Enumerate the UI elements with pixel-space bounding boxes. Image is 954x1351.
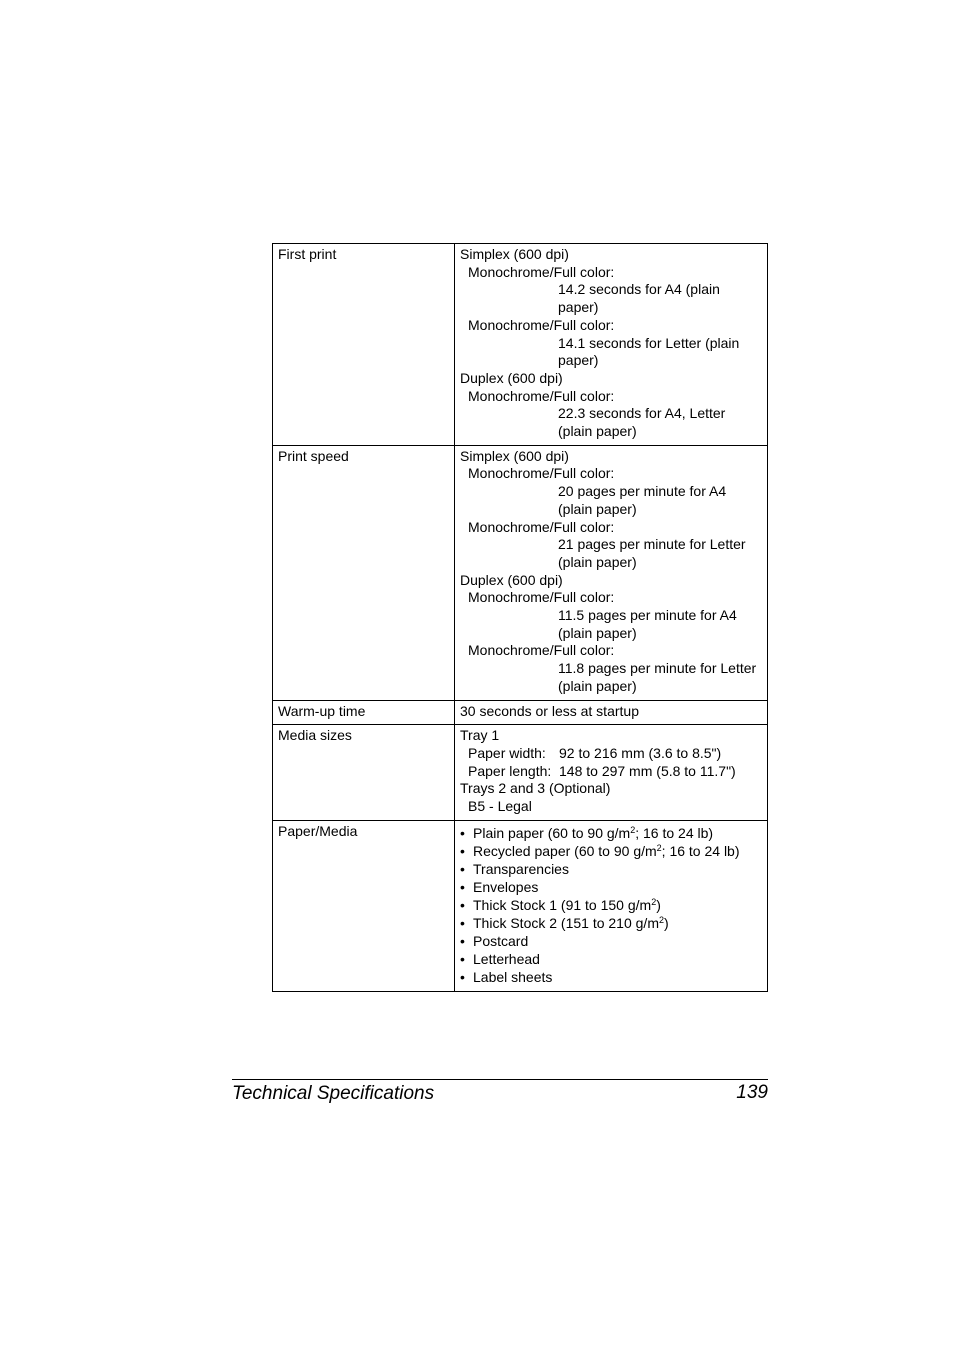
value-line: Tray 1 <box>460 727 500 744</box>
item-text: Envelopes <box>473 878 539 895</box>
list-item <box>460 843 762 861</box>
value-line: 14.1 seconds for Letter (plain paper) <box>558 334 740 369</box>
item-text: Thick Stock 2 (151 to 210 g/m <box>473 914 659 931</box>
item-text: Letterhead <box>473 950 540 967</box>
value-line: 11.8 pages per minute for Letter (plain paper) <box>558 660 757 694</box>
row-label: Warm-up time <box>273 700 455 725</box>
list-item <box>460 825 762 843</box>
list-item <box>460 933 762 951</box>
value-line: 14.2 seconds for A4 (plain paper) <box>558 281 720 316</box>
value-line: B5 - Legal <box>468 798 532 815</box>
item-text: ) <box>656 896 661 913</box>
row-value <box>455 445 768 700</box>
spec-table <box>272 243 768 992</box>
item-text: Plain paper (60 to 90 g/m <box>473 824 631 841</box>
list-item <box>460 861 762 879</box>
bullet: • <box>460 842 465 859</box>
list-item <box>460 879 762 897</box>
row-first-print <box>273 244 768 446</box>
bullet: • <box>460 932 465 949</box>
page-number: 139 <box>736 1082 768 1103</box>
value-line: Duplex (600 dpi) <box>460 369 563 386</box>
item-text: Postcard <box>473 932 529 949</box>
list-item <box>460 897 762 915</box>
paper-width-value: 92 to 216 mm (3.6 to 8.5") <box>559 744 722 761</box>
value-line: 30 seconds or less at startup <box>460 702 639 719</box>
item-text: Thick Stock 1 (91 to 150 g/m <box>473 896 652 913</box>
value-line: Monochrome/Full color: <box>468 316 615 333</box>
value-line: Trays 2 and 3 (Optional) <box>460 780 611 797</box>
paper-media-list <box>460 825 762 987</box>
row-media-sizes <box>273 725 768 821</box>
paper-length-value: 148 to 297 mm (5.8 to 11.7") <box>559 762 736 779</box>
bullet: • <box>460 860 465 877</box>
paper-length-key: Paper length: <box>468 762 552 779</box>
row-value <box>455 725 768 821</box>
value-line: Simplex (600 dpi) <box>460 447 569 464</box>
value-line: Monochrome/Full color: <box>468 589 615 606</box>
list-item <box>460 969 762 987</box>
value-line: Duplex (600 dpi) <box>460 571 563 588</box>
value-line: 11.5 pages per minute for A4 (plain paper) <box>558 607 737 641</box>
bullet: • <box>460 878 465 895</box>
item-text: ; 16 to 24 lb) <box>635 824 714 841</box>
list-item <box>460 951 762 969</box>
superscript: 2 <box>656 842 662 853</box>
superscript: 2 <box>651 896 657 907</box>
value-line: Monochrome/Full color: <box>468 387 615 404</box>
paper-length-line <box>460 763 762 781</box>
paper-width-line <box>460 745 762 763</box>
item-text: Recycled paper (60 to 90 g/m <box>473 842 657 859</box>
bullet: • <box>460 914 465 931</box>
value-line: 22.3 seconds for A4, Letter (plain paper) <box>558 405 726 440</box>
row-label: Media sizes <box>273 725 455 821</box>
row-value <box>455 700 768 725</box>
item-text: ; 16 to 24 lb) <box>661 842 740 859</box>
superscript: 2 <box>630 824 636 835</box>
bullet: • <box>460 824 465 841</box>
row-paper-media <box>273 820 768 991</box>
row-label: First print <box>273 244 455 446</box>
row-warm-up-time <box>273 700 768 725</box>
paper-width-key: Paper width: <box>468 744 546 761</box>
bullet: • <box>460 950 465 967</box>
value-line: Simplex (600 dpi) <box>460 246 569 262</box>
item-text: Label sheets <box>473 968 553 985</box>
bullet: • <box>460 896 465 913</box>
value-line: Monochrome/Full color: <box>468 465 615 482</box>
value-line: Monochrome/Full color: <box>468 642 615 659</box>
row-label: Print speed <box>273 445 455 700</box>
footer-title: Technical Specifications <box>232 1083 435 1104</box>
value-line: Monochrome/Full color: <box>468 518 615 535</box>
value-line: 20 pages per minute for A4 (plain paper) <box>558 483 727 517</box>
row-print-speed <box>273 445 768 700</box>
footer-divider <box>232 1079 768 1080</box>
bullet: • <box>460 968 465 985</box>
item-text: Transparencies <box>473 860 569 877</box>
value-line: 21 pages per minute for Letter (plain paper) <box>558 536 746 570</box>
superscript: 2 <box>658 914 664 925</box>
row-value <box>455 820 768 991</box>
row-label: Paper/Media <box>273 820 455 991</box>
value-line: Monochrome/Full color: <box>468 263 615 280</box>
list-item <box>460 915 762 933</box>
row-value <box>455 244 768 446</box>
item-text: ) <box>664 914 669 931</box>
